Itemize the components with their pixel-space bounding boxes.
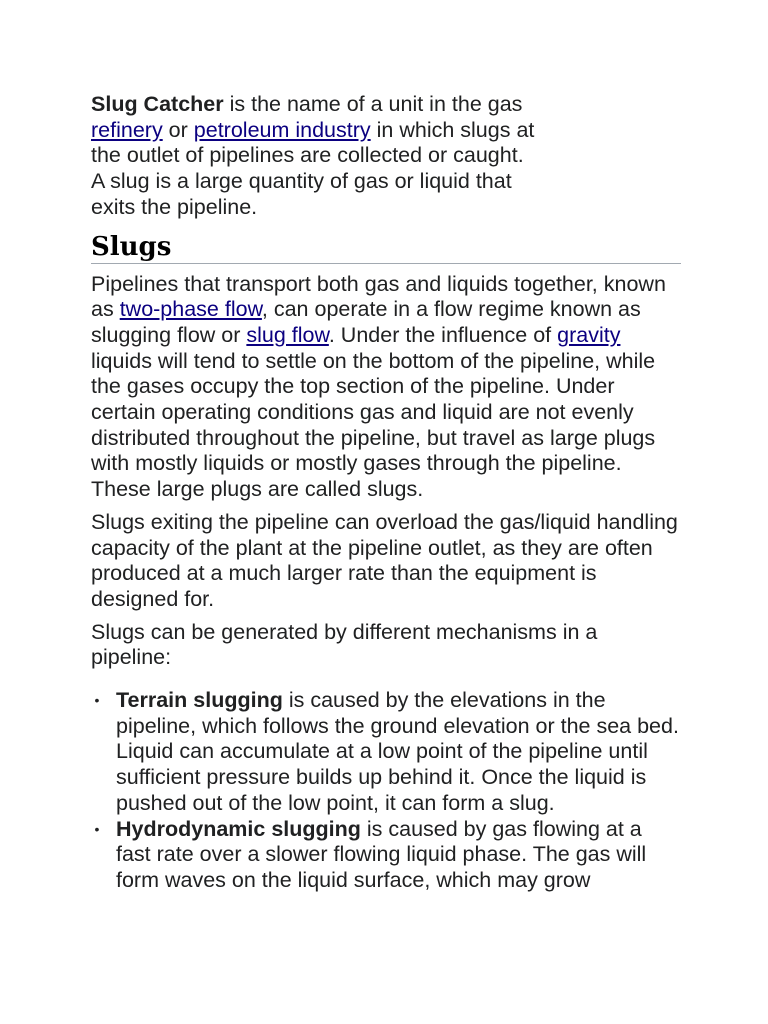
intro-text-2: or [162,117,194,142]
section-heading-slugs: Slugs [91,233,681,264]
intro-term: Slug Catcher [91,92,224,116]
slugs-paragraph-2: Slugs exiting the pipeline can overload the gas/liquid handling capacity of the plant at the pipeline outlet, as they are often produced at a much larger rate than the equipment is designed for. [91,509,678,611]
link-two-phase-flow[interactable]: two-phase flow [119,297,262,322]
link-refinery[interactable]: refinery [91,117,163,142]
section-body [91,272,681,894]
list-item-term: Terrain slugging [116,688,283,713]
slug-mechanisms-list [91,688,681,894]
list-item [91,688,681,817]
link-gravity[interactable]: gravity [557,322,621,347]
p1-text-3: . Under the influence of [328,322,558,347]
p1-text-1: Pipelines that transport both gas and liquids together, known as [91,271,666,322]
link-slug-flow[interactable]: slug flow [246,322,329,347]
p1-text-4: liquids will tend to settle on the bottom of the pipeline, while the gases occupy the top section of the pipeline. Under certain operating conditions gas and liquid are not evenly distributed throughout the pipeline, but travel as large plugs with mostly liquids or mostly gases through the pipeline. These large plugs are called slugs. [91,348,656,502]
list-item-text: is caused by gas flowing at a fast rate over a slower flowing liquid phase. The gas will form waves on the liquid surface, which may grow [116,816,647,892]
bullet-icon: • [94,820,100,837]
list-item-text: is caused by the elevations in the pipeline, which follows the ground elevation or the sea bed. Liquid can accumulate at a low point of the pipeline until sufficient pressure builds up behind it. Once the liquid is pushed out of the low point, it can form a slug. [116,688,679,815]
p1-text-2: , can operate in a flow regime known as slugging flow or [91,297,641,347]
slugs-paragraph-1 [91,272,681,503]
intro-text-1: is the name of a unit in the gas [223,92,523,116]
intro-text-3: in which slugs at the outlet of pipelines are collected or caught. A slug is a large quantity of gas or liquid that exits the pipeline. [91,117,535,219]
bullet-icon: • [94,692,100,709]
slugs-paragraph-3: Slugs can be generated by different mechanisms in a pipeline: [91,619,598,670]
list-item [91,817,681,894]
article-content [91,92,681,894]
link-petroleum-industry[interactable]: petroleum industry [193,117,371,142]
intro-paragraph [91,92,541,221]
list-item-term: Hydrodynamic slugging [116,816,361,841]
